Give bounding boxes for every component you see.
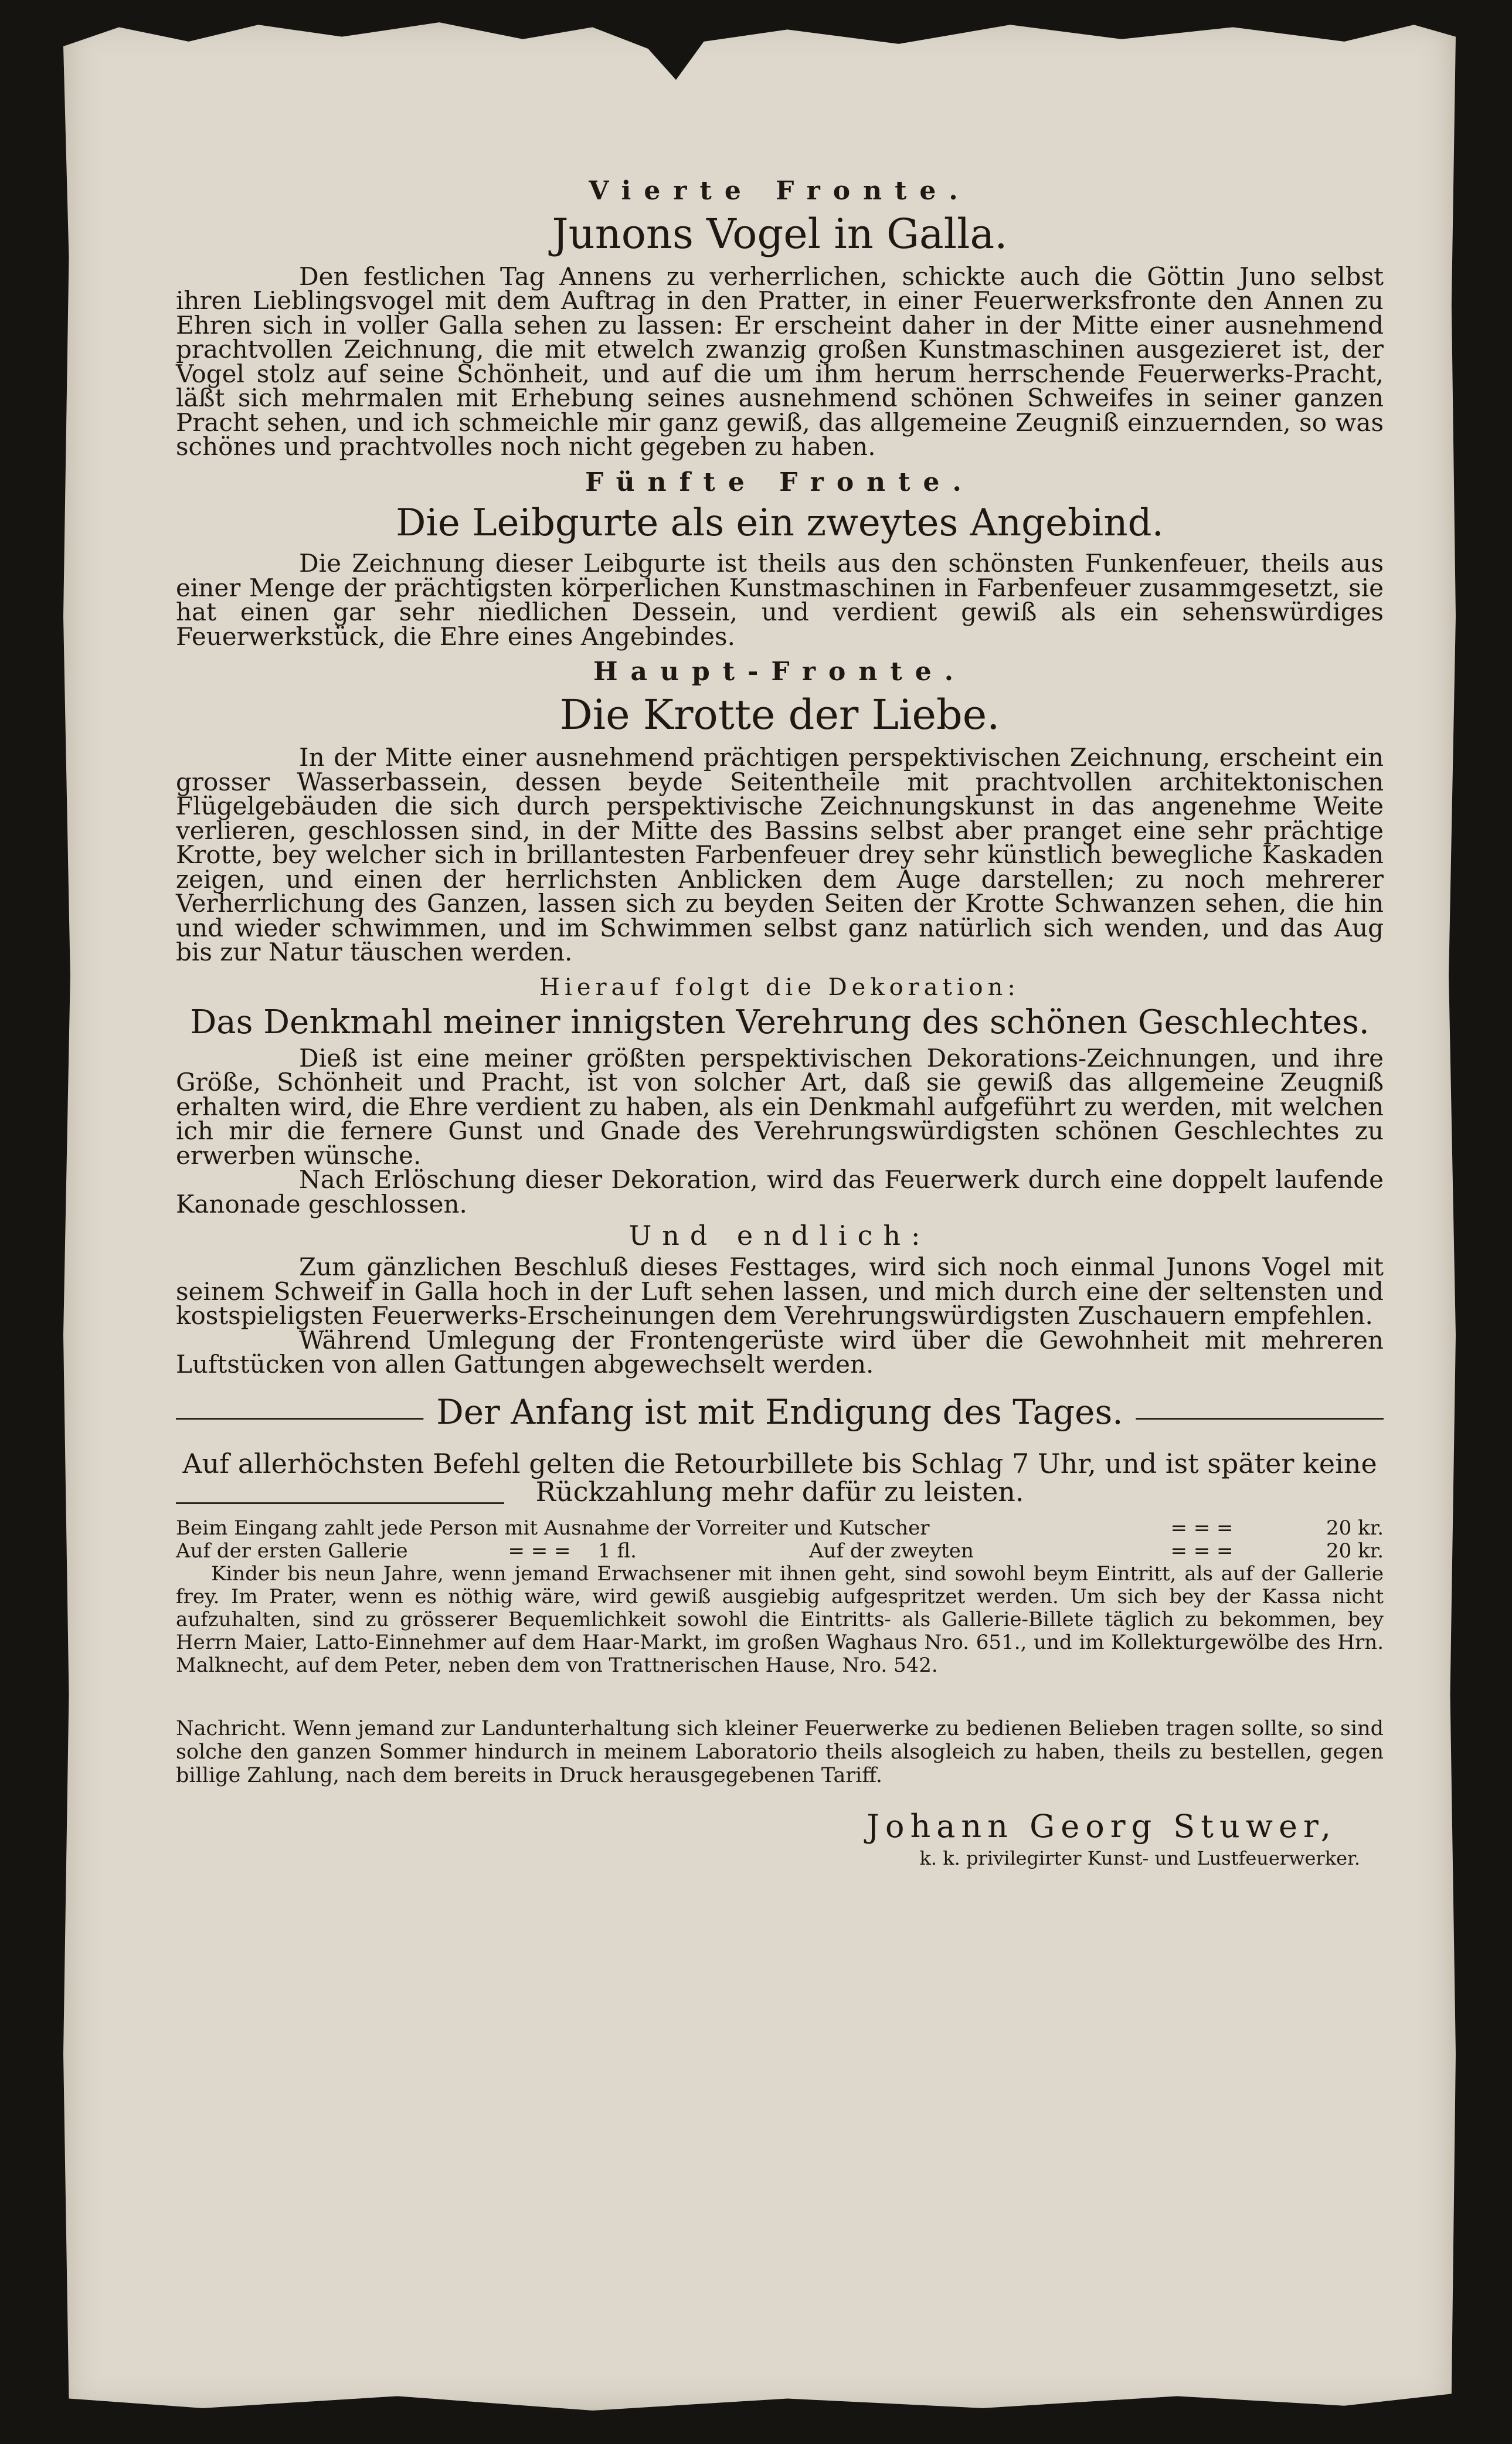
billet-notice: Auf allerhöchsten Befehl gelten die Retourbillete bis Schlag 7 Uhr, und ist später keine — [182, 1447, 1377, 1479]
ending-heading: Und endlich: — [628, 1220, 931, 1252]
price-info-text: Kinder bis neun Jahre, wenn jemand Erwachsener mit ihnen geht, sind sowohl beym Eintritt, als auf der Gallerie frey. Im Prater, wenn es nöthig wäre, wird gewiß ausgiebig aufgespritzet werden. Um sich bey der Kassa nicht aufzuhalten, sind zu grösserer Bequemlichkeit sowohl die Eintritts- als Gallerie-Billete täglich zu bekommen, bey Herrn Maier, Latto-Einnehmer auf dem Haar-Markt, im großen Waghaus Nro. 651., und im Kollekturgewölbe des Hrn. Malknecht, auf dem Peter, neben dem von Trattnerischen Hause, Nro. 542. — [176, 1562, 1384, 1677]
decoration-closing-text: Nach Erlöschung dieser Dekoration, wird das Feuerwerk durch eine doppelt laufende Kanonade geschlossen. — [176, 1165, 1384, 1218]
price-gallery-2-label: Auf der zweyten — [809, 1539, 974, 1563]
section-text: Den festlichen Tag Annens zu verherrlichen, schickte auch die Göttin Juno selbst ihren Lieblingsvogel mit dem Auftrag in den Pratter, in einer Feuerwerksfronte den Annen zu Ehren sich in voller Galla sehen zu lassen: Er erscheint daher in der Mitte einer ausnehmend prachtvollen Zeichnung, die mit etwelch zwanzig großen Kunstmaschinen ausgezieret ist, der Vogel stolz auf seine Schönheit, und auf die um ihm herum herrschende Feuerwerks-Pracht, läßt sich mehrmalen mit Erhebung seines ausnehmend schönen Schweifes in seiner ganzen Pracht sehen, und ich schmeichle mir ganz gewiß, das allgemeine Zeugniß einzuernden, so was schönes und prachtvolles noch nicht gegeben zu haben. — [176, 262, 1384, 461]
signature-name: Johann Georg Stuwer, — [867, 1807, 1337, 1845]
section-haupt-fronte — [176, 657, 1384, 967]
price-gallery-1-label: Auf der ersten Gallerie — [176, 1539, 408, 1563]
section-title: Die Leibgurte als ein zweytes Angebind. — [396, 501, 1164, 545]
decoration-text: Dieß ist eine meiner größten perspektivischen Dekorations-Zeichnungen, und ihre Größe, Schönheit und Pracht, ist von solcher Art, daß sie gewiß das allgemeine Zeugniß erhalten wird, die Ehre verdient zu haben, als ein Denkmahl aufgeführt zu werden, mit welchen ich mir die fernere Gunst und Gnade des Verehrungswürdigsten schönen Geschlechtes zu erwerben wünsche. — [176, 1043, 1384, 1170]
document-body — [176, 176, 1384, 1869]
short-rule — [176, 1502, 504, 1504]
start-notice: Der Anfang ist mit Endigung des Tages. — [423, 1392, 1136, 1432]
section-vierte-fronte — [176, 176, 1384, 459]
ending-text-2: Während Umlegung der Frontengerüste wird über die Gewohnheit mit mehreren Luftstücken von allen Gattungen abgewechselt werden. — [176, 1325, 1384, 1379]
price-row — [176, 1540, 1384, 1563]
section-text: Die Zeichnung dieser Leibgurte ist theils aus den schönsten Funkenfeuer, theils aus einer Menge der prächtigsten körperlichen Kunstmaschinen in Farbenfeuer zusammgesetzt, sie hat einen gar sehr niedlichen Dessein, und verdient gewiß als ein sehenswürdiges Feuerwerkstück, die Ehre eines Angebindes. — [176, 549, 1384, 651]
price-dots: = = = — [1170, 1539, 1234, 1563]
section-title: Junons Vogel in Galla. — [552, 209, 1008, 258]
price-list — [176, 1517, 1384, 1677]
section-text: In der Mitte einer ausnehmend prächtigen perspektivischen Zeichnung, erscheint ein grosser Wasserbassein, dessen beyde Seitentheile mit prachtvollen architektonischen Flügelgebäuden die sich durch perspektivische Zeichnungskunst in das angenehme Weite verlieren, geschlossen sind, in der Mitte des Bassins selbst aber pranget eine sehr prächtige Krotte, bey welcher sich in brillantesten Farbenfeuer drey sehr künstlich bewegliche Kaskaden zeigen, und einen der herrlichsten Anblicken dem Auge darstellen; zu noch mehrerer Verherrlichung des Ganzen, lassen sich zu beyden Seiten der Krotte Schwanzen sehen, die hin und wieder schwimmen, und im Schwimmen selbst ganz natürlich sich wenden, und das Aug bis zur Natur täuschen werden. — [176, 743, 1384, 967]
signature-title: k. k. privilegirter Kunst- und Lustfeuerwerker. — [919, 1846, 1360, 1869]
ending-text: Zum gänzlichen Beschluß dieses Festtages, wird sich noch einmal Junons Vogel mit seinem Schweif in Galla hoch in der Luft sehen lassen, und mich durch eine der seltensten und kostspieligsten Feuerwerks-Erscheinungen dem Verehrungswürdigsten Zuschauern empfehlen. — [176, 1252, 1384, 1330]
section-dekoration — [176, 974, 1384, 1217]
price-gallery-1-value: 1 fl. — [598, 1539, 637, 1563]
section-ending — [176, 1220, 1384, 1377]
section-fuenfte-fronte — [176, 467, 1384, 649]
decoration-title: Das Denkmahl meiner innigsten Verehrung des schönen Geschlechtes. — [190, 1003, 1370, 1041]
section-title: Die Krotte der Liebe. — [559, 691, 1000, 739]
price-entry-label: Beim Eingang zahlt jede Person mit Ausnahme der Vorreiter und Kutscher — [176, 1516, 930, 1540]
section-heading: Vierte Fronte. — [589, 176, 971, 206]
billet-notice-2: Rückzahlung mehr dafür zu leisten. — [535, 1475, 1024, 1508]
decoration-heading: Hierauf folgt die Dekoration: — [539, 973, 1020, 1001]
price-row — [176, 1517, 1384, 1540]
price-dots: = = = — [508, 1539, 571, 1563]
start-notice-block — [176, 1392, 1384, 1445]
price-entry-value: 20 kr. — [1326, 1516, 1384, 1540]
price-gallery-2-value: 20 kr. — [1326, 1539, 1384, 1563]
section-heading: Fünfte Fronte. — [585, 467, 974, 497]
price-dots: = = = — [1170, 1516, 1234, 1540]
nachricht-text: Nachricht. Wenn jemand zur Landunterhaltung sich kleiner Feuerwerke zu bedienen Belieben tragen sollte, so sind solche den ganzen Sommer hindurch in meinem Laboratorio theils alsogleich zu haben, theils zu bestellen, gegen billige Zahlung, nach dem bereits in Druck herausgegebenen Tariff. — [176, 1716, 1384, 1787]
section-heading: Haupt-Fronte. — [593, 657, 967, 687]
